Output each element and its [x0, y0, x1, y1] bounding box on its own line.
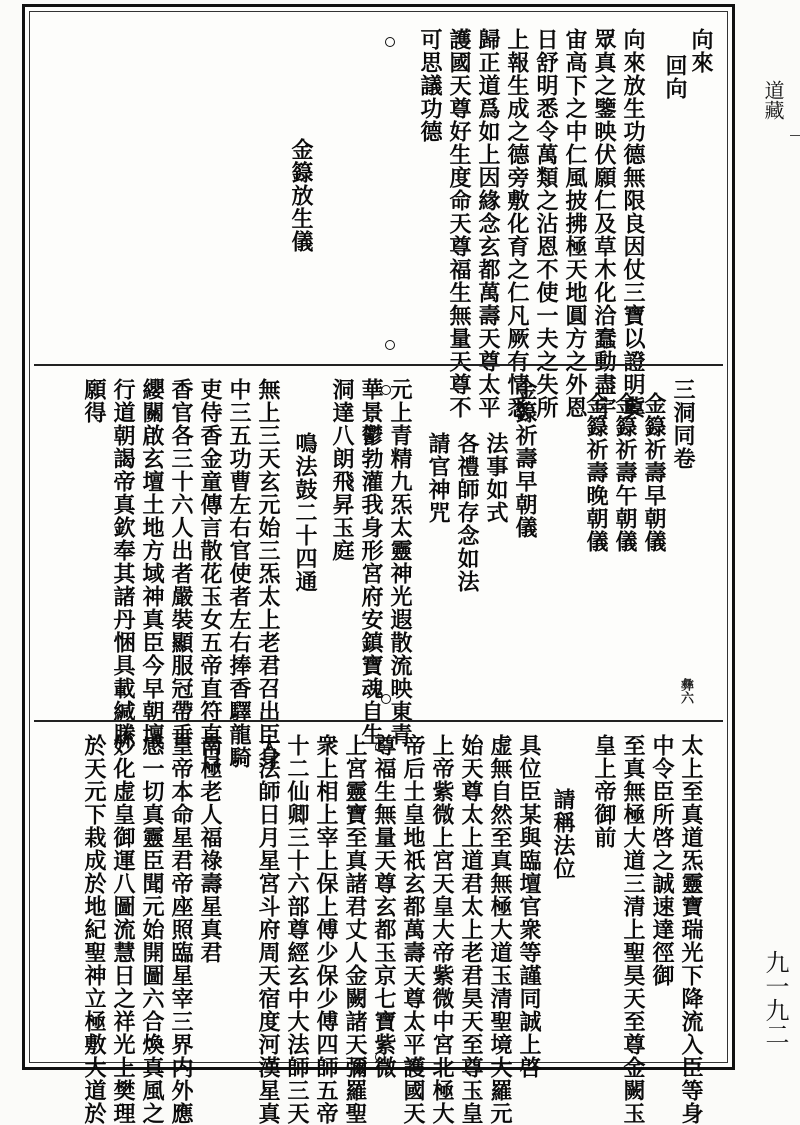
- text-column: 皇帝本命星君帝座照臨星宰三界内外應: [168, 734, 194, 1125]
- text-column: 可思議功德: [417, 28, 443, 143]
- text-column: 各禮師存念如法: [454, 432, 480, 593]
- text-column: 願得: [81, 378, 107, 424]
- inner-frame: [29, 11, 728, 1125]
- page-frame: [22, 4, 735, 1125]
- text-column: 宙高下之中仁風披拂極天地圓方之外恩: [562, 28, 588, 419]
- book-title: 道藏: [761, 80, 785, 120]
- text-column: 鳴法鼓二十四通: [292, 432, 318, 593]
- text-column: 金籙祈壽晚朝儀: [583, 392, 609, 553]
- text-column: 行道朝謁帝真欽奉其諸丹悃具載緘縢: [110, 378, 136, 746]
- text-column: 回向: [662, 54, 688, 100]
- text-column: 金籙祈壽早朝儀: [641, 392, 667, 553]
- margin-tick: [790, 135, 800, 136]
- text-column: 無上三天玄元始三炁太上老君召出臣身: [255, 378, 281, 769]
- circle-mark: [381, 694, 391, 704]
- circle-mark: [375, 1052, 385, 1062]
- text-column: 向來放生功德無限良因仗三寶以證明冀: [620, 28, 646, 419]
- text-column: 妙化虚皇御運八圖流慧日之祥光上樊理: [110, 734, 136, 1125]
- text-column: 護國天尊好生度命天尊福生無量天尊不: [446, 28, 472, 419]
- text-column: 虚無自然至真無極大道玉清聖境大羅元: [487, 734, 513, 1125]
- circle-mark: [375, 742, 385, 752]
- section-mark: 彝六: [678, 678, 693, 704]
- page-number: 九一九二: [761, 950, 789, 1046]
- circle-mark: [381, 385, 391, 395]
- circle-mark: [385, 340, 395, 350]
- section-divider: [34, 364, 723, 366]
- text-column: 尊福生無量天尊玄都玉京七寶紫微: [371, 734, 397, 1079]
- text-column: 金籙放生儀: [288, 138, 314, 253]
- text-column: 華景鬱勃灌我身形宮府安鎮寶魂自生: [358, 378, 384, 746]
- text-column: 洞達八朗飛昇玉庭: [329, 378, 355, 562]
- text-column: 始天尊太上道君太上老君昊天至尊玉皇: [458, 734, 484, 1125]
- text-column: 金籙祈壽午朝儀: [612, 392, 638, 553]
- text-column: 感一切真靈臣聞元始開圖六合煥真風之: [139, 734, 165, 1125]
- text-column: 衆上相上宰上保上傅少保少傅四師五帝: [313, 734, 339, 1125]
- text-column: 上帝紫微上宮天皇大帝紫微中宮北極大: [429, 734, 455, 1125]
- text-column: 法事如式: [483, 432, 509, 524]
- text-column: 香官各三十六人出者嚴裝顯服冠帶垂: [168, 378, 194, 746]
- text-column: 大法師日月星宮斗府周天宿度河漢星真: [255, 734, 281, 1125]
- text-column: 至真無極大道三清上聖昊天至尊金闕玉: [620, 734, 646, 1125]
- text-column: 三洞同卷: [670, 378, 696, 470]
- text-column: 歸正道爲如上因緣念玄都萬壽天尊太平: [475, 28, 501, 419]
- circle-mark: [385, 37, 395, 47]
- text-column: 吏侍香金童傳言散花玉女五帝直符直日: [197, 378, 223, 769]
- text-column: 於天元下栽成於地紀聖神立極敷大道於: [81, 734, 107, 1125]
- text-column: 上報生成之德旁敷化育之仁凡厥有情悉: [504, 28, 530, 419]
- text-column: 眾真之鑒映伏願仁及草木化洽蠢動盡宇: [591, 28, 617, 419]
- text-column: 太上至真道炁靈寶瑞光下降流入臣等身: [678, 734, 704, 1125]
- text-column: 上宮靈寶至真諸君丈人金闕諸天彌羅聖: [342, 734, 368, 1125]
- text-column: 元上青精九炁太靈神光遐散流映東青: [387, 378, 413, 746]
- text-column: 請官神咒: [425, 432, 451, 524]
- text-column: 南極老人福祿壽星真君: [197, 734, 223, 964]
- text-column: 具位臣某與臨壇官衆等謹同誠上啓: [516, 734, 542, 1079]
- text-column: 十二仙卿三十六部尊經玄中大法師三天: [284, 734, 310, 1125]
- text-column: 金籙祈壽早朝儀: [512, 378, 538, 539]
- text-column: 皇上帝御前: [591, 734, 617, 849]
- text-column: 請稱法位: [550, 788, 576, 880]
- text-column: 向來: [688, 28, 714, 74]
- section-divider: [34, 720, 723, 722]
- text-column: 纓關啟玄壇土地方域神真臣今早朝壇: [139, 378, 165, 746]
- text-column: 帝后土皇地祇玄都萬壽天尊太平護國天: [400, 734, 426, 1125]
- text-column: 中三五功曹左右官使者左右捧香驛龍騎: [226, 378, 252, 769]
- text-column: 中令臣所啓之誠速達徑御: [649, 734, 675, 987]
- text-column: 日舒明悉令萬類之沾恩不使一夫之失所: [533, 28, 559, 419]
